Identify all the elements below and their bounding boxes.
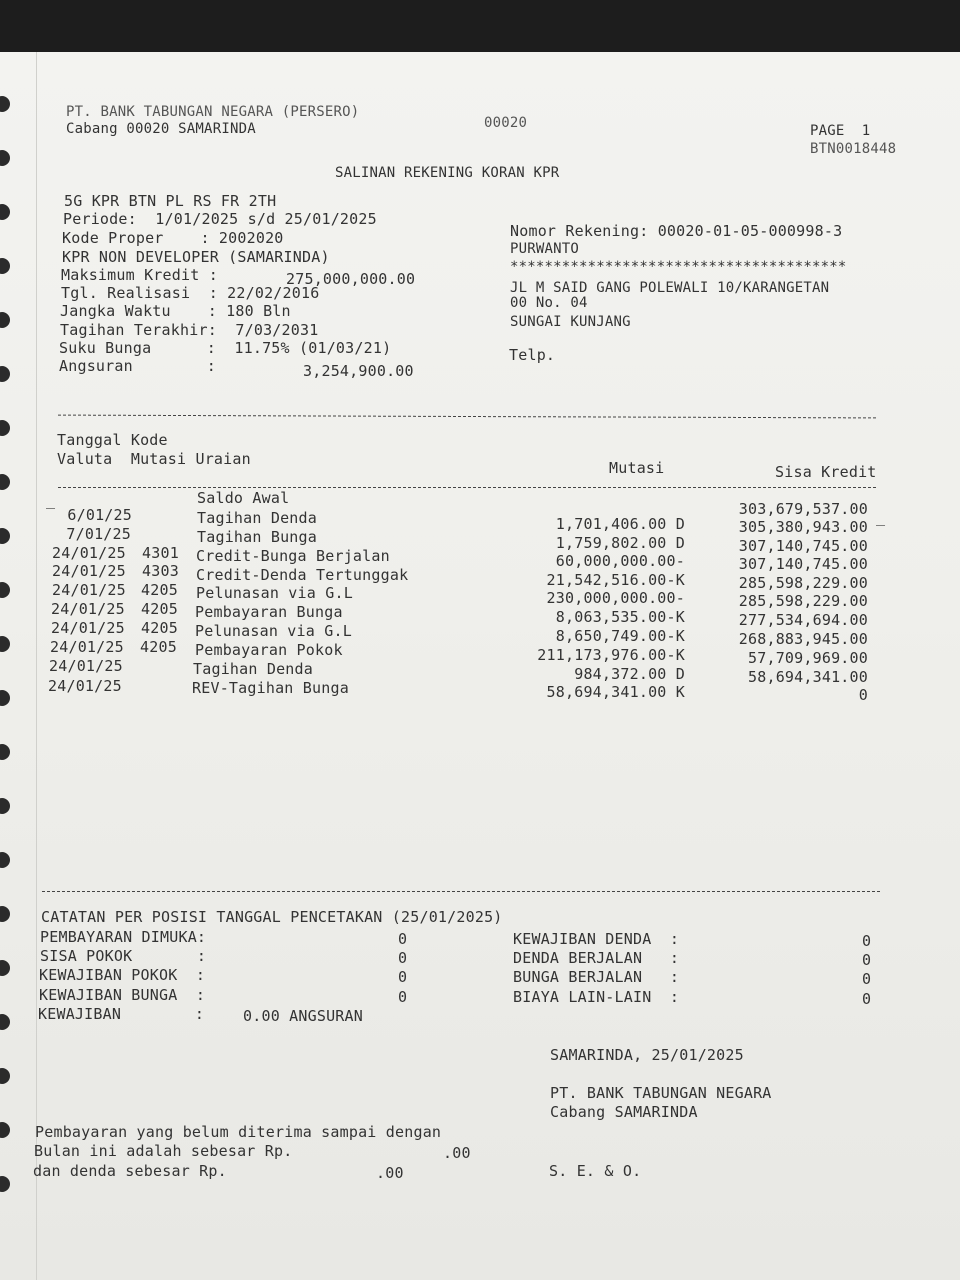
catatan-right-value: 0 [862, 970, 872, 988]
row-mutasi: 984,372.00 D [574, 665, 685, 683]
bank-name: PT. BANK TABUNGAN NEGARA (PERSERO) [66, 104, 360, 120]
row-mutasi: 58,694,341.00 K [546, 683, 685, 701]
perforation-hole-icon [0, 1122, 10, 1138]
catatan-left-label: KEWAJIBAN POKOK : [39, 966, 206, 984]
catatan-left-value: 0 [398, 988, 408, 1006]
row-kode: 4205 [140, 638, 177, 656]
row-mutasi: 21,542,516.00-K [546, 571, 685, 589]
max-credit-label: Maksimum Kredit : [61, 266, 218, 284]
catatan-left-label: PEMBAYARAN DIMUKA: [40, 928, 207, 946]
perforation-hole-icon [0, 690, 10, 706]
row-sisa: 57,709,969.00 [748, 649, 868, 667]
row-kode: 4205 [141, 600, 178, 618]
row-uraian: Pelunasan via G.L [196, 584, 353, 602]
row-sisa: 305,380,943.00 [738, 518, 868, 536]
row-uraian: Pembayaran Pokok [195, 641, 343, 659]
column-header-sisa-kredit: Sisa Kredit [775, 463, 877, 481]
row-uraian: REV-Tagihan Bunga [192, 679, 349, 697]
payment-note-2-value: .00 [443, 1144, 471, 1162]
row-uraian: Pembayaran Bunga [195, 603, 343, 621]
perforation-hole-icon [0, 798, 10, 814]
row-tanggal: 24/01/25 [48, 677, 122, 695]
perforation-hole-icon [0, 204, 10, 220]
loan-realisasi: Tgl. Realisasi : 22/02/2016 [61, 284, 320, 302]
kewajiban-label: KEWAJIBAN : [38, 1005, 205, 1023]
catatan-divider [42, 891, 880, 892]
catatan-right-value: 0 [862, 932, 872, 950]
row-uraian: Tagihan Denda [197, 509, 317, 527]
account-number: Nomor Rekening: 00020-01-05-000998-3 [510, 222, 843, 240]
row-mutasi: 1,701,406.00 D [555, 515, 685, 533]
row-sisa: 307,140,745.00 [738, 537, 868, 555]
row-tanggal: 24/01/25 [52, 544, 126, 562]
telephone: Telp. [509, 346, 556, 364]
row-sisa: 277,534,694.00 [738, 611, 868, 629]
footer-branch: Cabang SAMARINDA [550, 1103, 698, 1121]
perforation-hole-icon [0, 1068, 10, 1084]
column-header-mutasi: Mutasi [609, 459, 665, 477]
row-mutasi: 60,000,000.00- [555, 552, 685, 570]
row-mutasi: 8,063,535.00-K [555, 608, 685, 626]
dash-mark: _ [46, 491, 56, 509]
row-kode: 4303 [142, 562, 179, 580]
row-sisa: 303,679,537.00 [738, 500, 868, 518]
perforation-hole-icon [0, 636, 10, 652]
perforation-hole-icon [0, 474, 10, 490]
perforation-hole-icon [0, 528, 10, 544]
catatan-left-value: 0 [398, 968, 408, 986]
loan-jangka-waktu: Jangka Waktu : 180 Bln [60, 302, 291, 320]
row-kode: 4205 [141, 581, 178, 599]
row-tanggal: 6/01/25 [67, 506, 132, 524]
branch-name: Cabang 00020 SAMARINDA [66, 121, 256, 137]
row-mutasi: 211,173,976.00-K [537, 646, 685, 664]
row-tanggal: 24/01/25 [49, 657, 123, 675]
row-sisa: 58,694,341.00 [748, 668, 868, 686]
row-kode: 4301 [142, 544, 179, 562]
branch-code: 00020 [484, 115, 528, 131]
loan-developer: KPR NON DEVELOPER (SAMARINDA) [62, 248, 330, 266]
address-line-1: JL M SAID GANG POLEWALI 10/KARANGETAN [510, 280, 830, 296]
kewajiban-value: 0.00 ANGSURAN [243, 1007, 363, 1025]
row-uraian: Tagihan Bunga [197, 528, 317, 546]
perforation-hole-icon [0, 906, 10, 922]
loan-periode: Periode: 1/01/2025 s/d 25/01/2025 [63, 210, 377, 228]
footer-bank-name: PT. BANK TABUNGAN NEGARA [550, 1084, 772, 1102]
perforation-strip [0, 52, 30, 1280]
catatan-left-label: KEWAJIBAN BUNGA : [39, 986, 206, 1004]
row-tanggal: 7/01/25 [66, 525, 131, 543]
column-header-tanggal-kode: Tanggal Kode [57, 431, 168, 449]
loan-kode-proper: Kode Proper : 2002020 [62, 229, 284, 247]
column-header-valuta-uraian: Valuta Mutasi Uraian [57, 450, 251, 468]
loan-tagihan-terakhir: Tagihan Terakhir: 7/03/2031 [60, 321, 319, 339]
payment-note-3: dan denda sebesar Rp. [33, 1162, 227, 1180]
catatan-left-value: 0 [398, 930, 408, 948]
row-tanggal: 24/01/25 [52, 562, 126, 580]
payment-note-1: Pembayaran yang belum diterima sampai dengan [35, 1123, 442, 1141]
catatan-right-label: DENDA BERJALAN : [513, 949, 680, 967]
dash-mark: _ [876, 508, 886, 526]
row-uraian: Credit-Bunga Berjalan [196, 547, 390, 565]
perforation-hole-icon [0, 1014, 10, 1030]
seo-note: S. E. & O. [549, 1162, 642, 1180]
perforation-line [36, 52, 37, 1280]
background-top [0, 0, 960, 60]
row-uraian: Pelunasan via G.L [195, 622, 352, 640]
row-sisa: 285,598,229.00 [738, 574, 868, 592]
row-sisa: 0 [858, 686, 868, 704]
page-number: PAGE 1 [810, 123, 871, 139]
document-code: BTN0018448 [810, 141, 897, 157]
perforation-hole-icon [0, 744, 10, 760]
loan-product: 5G KPR BTN PL RS FR 2TH [64, 192, 277, 210]
catatan-right-label: KEWAJIBAN DENDA : [513, 930, 680, 948]
catatan-left-value: 0 [398, 949, 408, 967]
catatan-right-value: 0 [862, 990, 872, 1008]
perforation-hole-icon [0, 582, 10, 598]
row-sisa: 285,598,229.00 [738, 592, 868, 610]
perforation-hole-icon [0, 96, 10, 112]
table-header-divider [58, 487, 876, 488]
row-tanggal: 24/01/25 [50, 638, 124, 656]
perforation-hole-icon [0, 960, 10, 976]
angsuran-value: 3,254,900.00 [303, 362, 414, 380]
row-uraian: Credit-Denda Tertunggak [196, 566, 409, 584]
perforation-hole-icon [0, 420, 10, 436]
catatan-right-label: BIAYA LAIN-LAIN : [513, 988, 680, 1006]
page-title: SALINAN REKENING KORAN KPR [335, 165, 560, 181]
row-tanggal: 24/01/25 [51, 600, 125, 618]
catatan-title: CATATAN PER POSISI TANGGAL PENCETAKAN (25/01/2025) [41, 908, 503, 926]
catatan-right-value: 0 [862, 951, 872, 969]
address-line-3: SUNGAI KUNJANG [510, 314, 631, 330]
row-mutasi: 230,000,000.00- [546, 589, 685, 607]
row-uraian: Tagihan Denda [193, 660, 313, 678]
row-tanggal: 24/01/25 [52, 581, 126, 599]
perforation-hole-icon [0, 1176, 10, 1192]
account-stars: *************************************** [510, 259, 847, 275]
row-sisa: 307,140,745.00 [738, 555, 868, 573]
place-date: SAMARINDA, 25/01/2025 [550, 1046, 744, 1064]
payment-note-3-value: .00 [376, 1164, 404, 1182]
row-kode: 4205 [141, 619, 178, 637]
row-uraian: Saldo Awal [197, 489, 290, 507]
catatan-right-label: BUNGA BERJALAN : [513, 968, 680, 986]
row-sisa: 268,883,945.00 [738, 630, 868, 648]
row-tanggal: 24/01/25 [51, 619, 125, 637]
account-holder: PURWANTO [510, 241, 580, 257]
loan-suku-bunga: Suku Bunga : 11.75% (01/03/21) [59, 339, 392, 357]
address-line-2: 00 No. 04 [510, 295, 588, 311]
payment-note-2: Bulan ini adalah sebesar Rp. [34, 1142, 293, 1160]
catatan-left-label: SISA POKOK : [40, 947, 207, 965]
angsuran-label: Angsuran : [59, 357, 216, 375]
max-credit-value: 275,000,000.00 [286, 270, 416, 288]
row-mutasi: 8,650,749.00-K [555, 627, 685, 645]
perforation-hole-icon [0, 852, 10, 868]
row-mutasi: 1,759,802.00 D [555, 534, 685, 552]
perforation-hole-icon [0, 366, 10, 382]
perforation-hole-icon [0, 312, 10, 328]
perforation-hole-icon [0, 150, 10, 166]
perforation-hole-icon [0, 258, 10, 274]
